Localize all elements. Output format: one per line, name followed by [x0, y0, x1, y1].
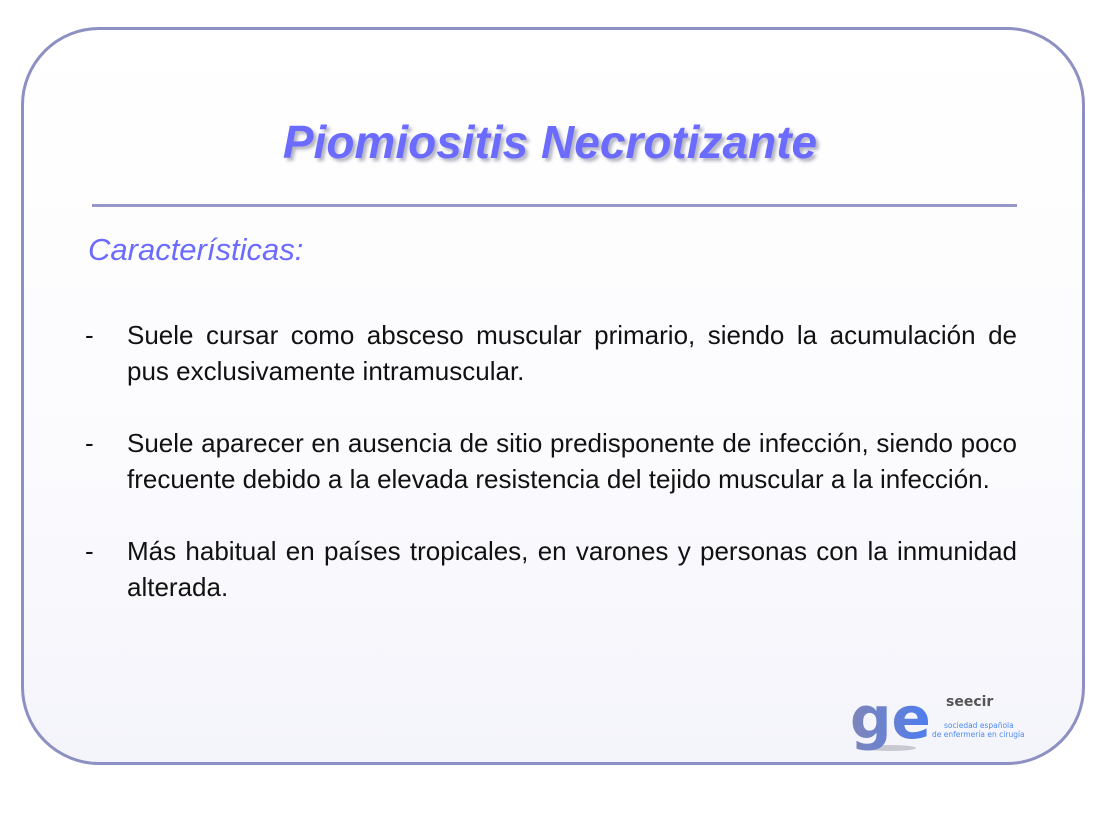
- bullet-text: Más habitual en países tropicales, en varones y personas con la inmunidad alterada.: [127, 536, 1017, 602]
- list-item: [85, 533, 1017, 605]
- bullet-marker: -: [85, 536, 94, 566]
- section-subtitle: Características:: [88, 232, 304, 267]
- list-item: [85, 425, 1017, 497]
- bullet-marker: -: [85, 320, 94, 350]
- bullet-marker: -: [85, 428, 94, 458]
- logo-tagline-1: sociedad española: [944, 721, 1014, 730]
- logo-tagline-2: de enfermería en cirugía: [932, 730, 1025, 739]
- bullet-list: [85, 317, 1017, 641]
- bullet-text: Suele cursar como absceso muscular primario, siendo la acumulación de pus exclusivamente intramuscular.: [127, 320, 1017, 386]
- seecir-logo: [848, 684, 1028, 756]
- slide-title: Piomiositis Necrotizante: [282, 116, 818, 168]
- title-divider: [92, 204, 1017, 207]
- bullet-text: Suele aparecer en ausencia de sitio predisponente de infección, siendo poco frecuente debido a la elevada resistencia del tejido muscular a la infección.: [127, 428, 1017, 494]
- list-item: [85, 317, 1017, 389]
- logo-mark: ge: [850, 684, 931, 752]
- logo-name: seecir: [946, 694, 994, 710]
